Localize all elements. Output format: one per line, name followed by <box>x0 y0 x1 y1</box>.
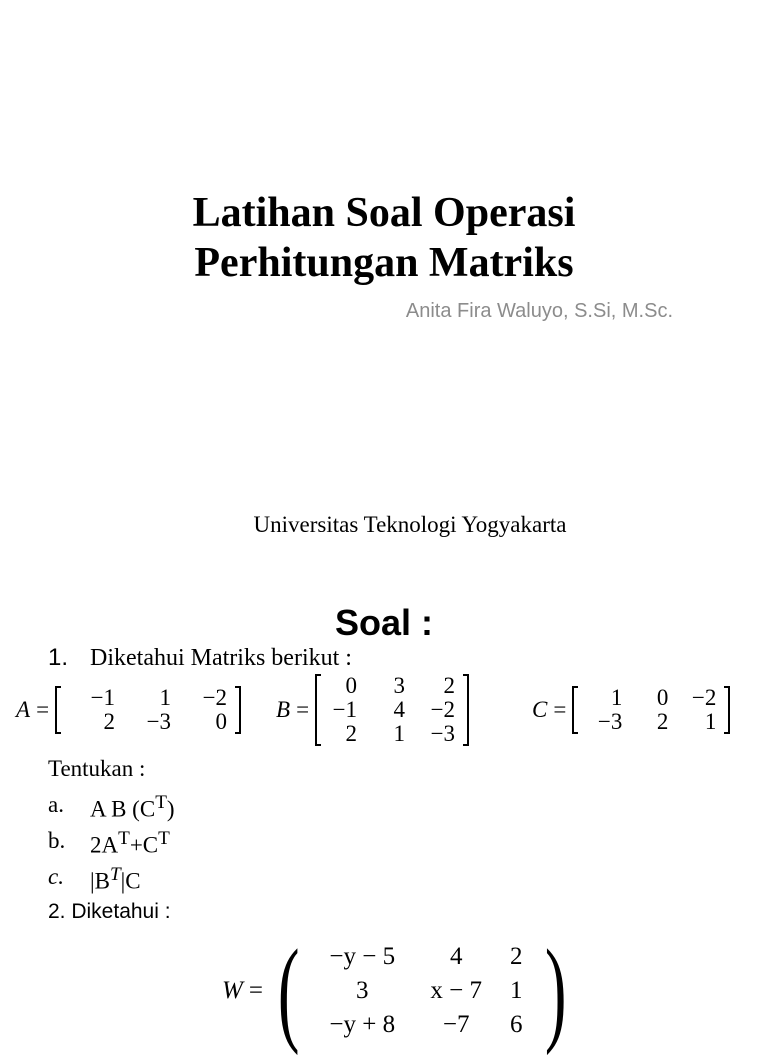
matrix-b-cell: 2 <box>345 721 358 746</box>
matrix-c-cell: 1 <box>610 685 623 710</box>
matrix-b-cell: 4 <box>393 697 406 722</box>
part-b <box>48 828 170 859</box>
matrix-w-cell: 2 <box>509 943 523 970</box>
matrix-w-cell: 4 <box>449 943 463 970</box>
matrix-c-cell: 2 <box>656 709 669 734</box>
part-b-letter: b. <box>48 828 66 853</box>
matrix-b-label: B <box>276 697 291 722</box>
matrix-w-cell: −7 <box>442 1011 470 1038</box>
matrix-a-label: A <box>16 697 31 722</box>
matrix-b-cell: 3 <box>393 673 406 698</box>
title-line-2: Perhitungan Matriks <box>194 240 574 286</box>
matrix-w-cell: x − 7 <box>430 977 483 1004</box>
part-c <box>48 864 141 895</box>
matrix-b-cell: −2 <box>430 697 456 722</box>
question-1 <box>48 644 352 672</box>
matrix-w-label: W <box>222 977 243 1004</box>
matrix-b-cell: 1 <box>393 721 406 746</box>
matrix-w-cell: 1 <box>509 977 523 1004</box>
matrix-a-cell: −3 <box>146 709 172 734</box>
matrix-w-left-paren: ( <box>277 925 300 1056</box>
part-c-expr: $|B^T|C$ <box>90 864 141 894</box>
tentukan-label: Tentukan : <box>48 756 146 781</box>
slide-title <box>0 188 768 288</box>
part-b-expr: $2A^T+C^T$ <box>90 828 170 858</box>
part-c-letter: c. <box>48 864 64 889</box>
matrix-c-label: C <box>532 697 548 722</box>
part-a <box>48 792 175 823</box>
matrix-c-cell: −3 <box>597 709 623 734</box>
matrix-c-cell: −2 <box>691 685 717 710</box>
matrix-b-equals: = <box>296 697 310 722</box>
matrix-b-cell: −3 <box>430 721 456 746</box>
matrix-c-cell: 0 <box>656 685 669 710</box>
question-1-number: 1. <box>48 644 69 671</box>
matrix-w <box>222 925 576 1056</box>
matrix-a-equals: = <box>36 697 50 722</box>
matrix-c <box>532 686 730 734</box>
matrix-c-equals: = <box>553 697 567 722</box>
question-1-text: Diketahui Matriks berikut : <box>90 645 352 671</box>
matrix-w-cell: 6 <box>509 1011 523 1038</box>
matrix-a-cell: 0 <box>215 709 228 734</box>
matrix-a-cell: −1 <box>90 685 116 710</box>
matrix-w-cell: −y + 8 <box>329 1011 396 1038</box>
matrix-b-grid <box>315 674 469 746</box>
matrix-a-cell: 2 <box>103 709 116 734</box>
author-name: Anita Fira Waluyo, S.Si, M.Sc. <box>405 300 673 322</box>
matrix-b-cell: −1 <box>332 697 358 722</box>
matrix-b-cell: 2 <box>443 673 456 698</box>
matrix-a-cell: −2 <box>202 685 228 710</box>
university-name: Universitas Teknologi Yogyakarta <box>253 512 567 537</box>
title-line-1: Latihan Soal Operasi <box>192 190 576 236</box>
matrix-a-grid <box>55 686 241 734</box>
part-a-letter: a. <box>48 792 64 817</box>
matrix-w-cell: 3 <box>355 977 369 1004</box>
matrix-w-right-paren: ) <box>545 925 567 1056</box>
part-a-expr: A B $(C^T)$ <box>90 792 175 822</box>
matrix-b-cell: 0 <box>345 673 358 698</box>
matrix-b <box>276 674 469 746</box>
question-2: 2. Diketahui : <box>48 900 171 923</box>
matrix-a-cell: 1 <box>159 685 172 710</box>
matrix-w-cell: −y − 5 <box>329 943 396 970</box>
matrix-c-grid <box>572 686 730 734</box>
matrix-c-cell: 1 <box>704 709 717 734</box>
matrix-w-equals: = <box>248 977 263 1004</box>
matrix-w-grid <box>308 940 536 1042</box>
soal-heading: Soal : <box>334 602 433 643</box>
matrix-a <box>16 686 241 734</box>
